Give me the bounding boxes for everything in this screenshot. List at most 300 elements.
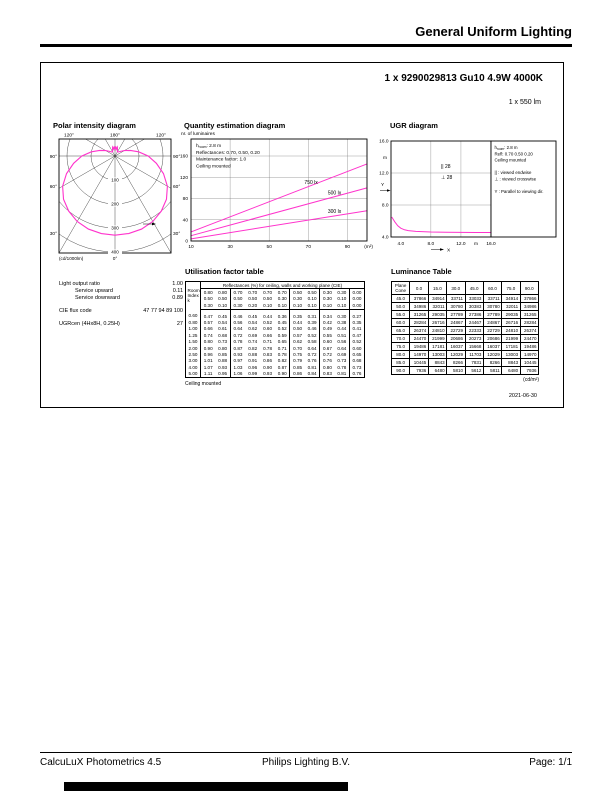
uf-cell: 0.00 — [350, 296, 365, 302]
uf-cell: 0.00 — [350, 289, 365, 296]
luminance-cell: 24467 — [465, 319, 483, 327]
uf-cell: 0.45 — [248, 313, 258, 319]
luminance-row — [392, 367, 539, 375]
luminance-cell: 20273 — [465, 335, 483, 343]
svg-text:10: 10 — [188, 245, 194, 250]
uf-cell: 0.69 — [248, 332, 258, 338]
uf-cell: 2.00 — [188, 345, 198, 351]
uf-cell: 0.82 — [248, 345, 258, 351]
product-title: 1 x 9290029813 Gu10 4.9W 4000K — [384, 73, 543, 84]
luminance-cell: 32011 — [428, 303, 446, 311]
uf-cell: 0.10 — [305, 302, 320, 309]
uf-cell: 1.06 — [230, 370, 245, 377]
svg-text:160: 160 — [179, 154, 188, 160]
uf-cell: 0.64 — [307, 345, 317, 351]
svg-text:4.0: 4.0 — [397, 242, 405, 247]
uf-cell: 0.52 — [307, 332, 317, 338]
uf-cell: 0.52 — [263, 319, 273, 325]
uf-cell: 0.95 — [218, 371, 228, 377]
footer-rule — [40, 752, 572, 753]
luminance-cell: 33711 — [447, 295, 465, 303]
uf-cell: Reflectances (%) for ceiling, walls and working plane (CIE) — [201, 282, 365, 289]
uf-cell: 0.80 — [201, 339, 216, 345]
footer-app-name: CalcuLuX Photometrics 4.5 — [40, 757, 162, 768]
uf-cell: 0.34 — [320, 309, 335, 319]
luminance-row — [392, 327, 539, 335]
footer-page-number: Page: 1/1 — [529, 757, 572, 768]
luminance-cell: 24470 — [410, 335, 428, 343]
uf-cell: 0.50 — [263, 296, 273, 302]
uf-cell: 0.60 — [350, 345, 365, 351]
uf-cell: 0.80 — [188, 319, 198, 325]
svg-text:60°: 60° — [49, 185, 57, 190]
photometric-value: 0.89 — [172, 295, 183, 301]
svg-text:nr. of luminaires: nr. of luminaires — [181, 132, 215, 137]
uf-cell: 0.10 — [275, 302, 290, 309]
luminance-row — [392, 335, 539, 343]
luminance-cell: 85.0 — [392, 359, 410, 367]
luminance-cell: 20686 — [483, 335, 501, 343]
photometric-value: 27 — [176, 321, 183, 327]
luminance-cell: Plane Cone — [392, 282, 410, 295]
luminance-cell: 27789 — [447, 311, 465, 319]
svg-text:70: 70 — [305, 245, 312, 250]
photometric-row — [59, 295, 183, 302]
luminance-row — [392, 351, 539, 359]
uf-cell: 0.66 — [263, 332, 273, 338]
luminance-table-title: Luminance Table — [391, 267, 452, 276]
luminance-cell: 34986 — [410, 303, 428, 311]
luminance-cell: 17181 — [428, 343, 446, 351]
luminance-cell: 30.0 — [447, 282, 465, 295]
uf-cell: 0.10 — [215, 302, 230, 309]
uf-cell: 0.00 — [350, 302, 365, 309]
svg-text:12.0: 12.0 — [379, 171, 389, 177]
uf-cell: 0.45 — [218, 313, 228, 319]
uf-cell: 0.10 — [260, 302, 275, 309]
uf-cell: 0.86 — [290, 370, 305, 377]
uf-cell: 0.80 — [320, 364, 335, 370]
uf-cell: 0.73 — [350, 364, 365, 370]
uf-cell: 0.70 — [263, 289, 273, 295]
uf-cell: 0.50 — [230, 296, 245, 302]
uf-cell: 0.50 — [201, 296, 216, 302]
uf-cell: 0.87 — [230, 345, 245, 351]
uf-cell: 2.50 — [188, 351, 198, 357]
uf-cell: 0.84 — [307, 371, 317, 377]
svg-text:8.0: 8.0 — [427, 242, 435, 247]
uf-cell: 0.78 — [277, 351, 287, 357]
luminance-cell: 50.0 — [392, 303, 410, 311]
uf-cell: 0.70 — [290, 345, 305, 351]
uf-cell: 0.64 — [230, 326, 245, 332]
svg-text:4.0: 4.0 — [381, 235, 389, 241]
uf-cell: 0.70 — [248, 289, 258, 295]
svg-text:(cd/1000lm): (cd/1000lm) — [59, 256, 84, 261]
luminance-cell: 8843 — [428, 359, 446, 367]
luminance-cell: 45.0 — [392, 295, 410, 303]
svg-text:⊥ 28: ⊥ 28 — [441, 175, 453, 181]
svg-text:100: 100 — [111, 177, 119, 183]
uf-cell: 0.30 — [230, 302, 245, 309]
photometric-value: 1.00 — [172, 281, 183, 287]
uf-cell: 0.50 — [290, 289, 305, 296]
uf-cell: 0.60 — [263, 326, 273, 332]
luminance-cell: 32011 — [502, 303, 520, 311]
svg-text:hroom: 2.8 m: $h_{room}$: 2.8 m — [196, 144, 222, 149]
footer-company: Philips Lighting B.V. — [261, 757, 351, 768]
uf-cell: 0.76 — [320, 358, 335, 364]
photometric-label: CIE flux code — [59, 308, 92, 314]
svg-text:Maintenance factor: 1.0: Maintenance factor: 1.0 — [196, 157, 247, 163]
svg-text:90: 90 — [344, 245, 351, 250]
svg-text:30°: 30° — [173, 232, 181, 237]
uf-cell: 0.72 — [307, 351, 317, 357]
luminance-cell: 33033 — [465, 295, 483, 303]
utilisation-factor-section — [185, 267, 369, 387]
uf-cell: 0.61 — [218, 326, 228, 332]
uf-cell: 0.39 — [307, 319, 317, 325]
uf-cell: 1.01 — [201, 358, 216, 364]
luminance-cell: 6480 — [428, 367, 446, 375]
uf-cell: 0.88 — [248, 351, 258, 357]
uf-cell: 0.85 — [218, 351, 228, 357]
luminance-cell: 90.0 — [520, 282, 538, 295]
utilisation-table-title: Utilisation factor table — [185, 267, 264, 276]
uf-cell: 0.93 — [218, 364, 228, 370]
svg-text:60°: 60° — [173, 185, 181, 190]
uf-cell: 0.42 — [320, 319, 335, 325]
luminance-cell: 60.0 — [392, 319, 410, 327]
svg-text:80: 80 — [182, 197, 188, 203]
uf-cell: 0.41 — [350, 326, 365, 332]
luminance-cell: 60.0 — [483, 282, 501, 295]
uf-cell: 0.71 — [277, 345, 287, 351]
luminance-cell: 7936 — [520, 367, 538, 375]
svg-text:90°: 90° — [173, 155, 181, 160]
uf-cell: 0.47 — [350, 332, 365, 338]
uf-cell: 0.70 — [230, 289, 245, 296]
photometric-label: Service upward — [75, 288, 113, 294]
uf-cell: 0.46 — [230, 309, 245, 319]
luminaire-data-box — [40, 62, 564, 408]
svg-text:750 lx: 750 lx — [304, 180, 318, 187]
luminance-cell: 15.0 — [428, 282, 446, 295]
uf-cell: 0.96 — [201, 351, 216, 357]
luminance-cell: 29035 — [428, 311, 446, 319]
svg-text:Y : Parallel to viewing dir.: Y : Parallel to viewing dir. — [494, 189, 544, 195]
header-rule — [40, 44, 572, 47]
uf-cell: 0.35 — [290, 309, 305, 319]
uf-cell: 0.56 — [337, 339, 347, 345]
luminance-cell: 37866 — [520, 295, 538, 303]
svg-text:30°: 30° — [49, 232, 57, 237]
photometric-row — [59, 308, 183, 315]
luminance-cell: 30780 — [447, 303, 465, 311]
ugr-chart — [379, 129, 565, 255]
luminance-cell: 16037 — [483, 343, 501, 351]
luminance-cell: 11703 — [465, 351, 483, 359]
luminance-cell: 19486 — [520, 343, 538, 351]
luminance-row — [392, 359, 539, 367]
luminance-row — [392, 303, 539, 311]
quantity-estimation-chart — [177, 129, 373, 255]
ugr-diagram-title: UGR diagram — [390, 121, 438, 130]
svg-text:90°: 90° — [49, 155, 57, 160]
uf-cell: 0.81 — [307, 364, 317, 370]
uf-cell: 0.74 — [248, 339, 258, 345]
luminance-cell: 13003 — [502, 351, 520, 359]
luminance-cell: 14970 — [520, 351, 538, 359]
luminance-cell: 21999 — [428, 335, 446, 343]
uf-cell: 0.52 — [350, 339, 365, 345]
uf-cell: 0.35 — [350, 319, 365, 325]
svg-text:50: 50 — [266, 245, 272, 250]
uf-cell: 0.97 — [230, 358, 245, 364]
uf-cell: 0.59 — [277, 332, 287, 338]
photometric-row — [59, 281, 183, 288]
luminance-cell: 8843 — [502, 359, 520, 367]
uf-cell: 0.69 — [337, 351, 347, 357]
svg-text:Reflectances: 0.70, 0.50, 0.2: Reflectances: 0.70, 0.50, 0.20 — [196, 150, 260, 156]
luminance-cell: 10445 — [410, 359, 428, 367]
svg-text:Ceiling mounted: Ceiling mounted — [196, 164, 231, 170]
luminance-cell: 0.0 — [410, 282, 428, 295]
uf-cell: 0.38 — [337, 319, 347, 325]
luminance-cell: 34914 — [502, 295, 520, 303]
luminance-cell: 10445 — [520, 359, 538, 367]
uf-cell: 0.30 — [290, 296, 305, 302]
uf-cell: 0.78 — [263, 345, 273, 351]
uf-cell: 0.10 — [307, 296, 317, 302]
bottom-bar — [64, 782, 348, 791]
uf-cell: 0.50 — [248, 296, 258, 302]
uf-cell: 0.49 — [320, 326, 335, 332]
uf-cell: 0.50 — [307, 289, 317, 295]
luminance-cell: 5810 — [447, 367, 465, 375]
svg-text:300: 300 — [111, 225, 119, 231]
luminance-cell: 8266 — [483, 359, 501, 367]
svg-text:(m²): (m²) — [364, 245, 373, 250]
luminance-cell: 6480 — [502, 367, 520, 375]
luminance-cell: 7831 — [465, 359, 483, 367]
luminance-cell: 26374 — [520, 327, 538, 335]
luminance-cell: 34986 — [520, 303, 538, 311]
uf-cell: 0.90 — [277, 371, 287, 377]
luminance-cell: 27789 — [483, 311, 501, 319]
uf-cell: 0.50 — [218, 296, 228, 302]
uf-cell: 0.90 — [201, 345, 216, 351]
uf-cell: 0.10 — [290, 302, 305, 309]
photometric-value: 0.11 — [172, 288, 183, 294]
svg-text:40: 40 — [182, 218, 188, 224]
product-flux: 1 x 550 lm — [508, 99, 541, 106]
uf-cell: 0.44 — [337, 326, 347, 332]
luminance-cell: 5811 — [483, 367, 501, 375]
luminance-cell: 8266 — [447, 359, 465, 367]
svg-text:500 lx: 500 lx — [327, 190, 342, 197]
svg-text:300 lx: 300 lx — [327, 208, 342, 215]
luminance-row — [392, 319, 539, 327]
uf-cell: 0.51 — [337, 332, 347, 338]
luminance-table — [391, 281, 543, 375]
uf-cell: 0.80 — [218, 345, 228, 351]
luminance-cell: 26374 — [410, 327, 428, 335]
svg-text:120°: 120° — [156, 133, 166, 139]
uf-cell: 0.55 — [320, 332, 335, 338]
luminance-cell: 12029 — [447, 351, 465, 359]
luminance-row — [392, 343, 539, 351]
luminance-cell: 26716 — [428, 319, 446, 327]
uf-cell: 1.00 — [188, 326, 198, 332]
luminance-cell: 65.0 — [392, 327, 410, 335]
uf-cell: 0.30 — [277, 296, 287, 302]
page-title: General Uniform Lighting — [415, 24, 572, 39]
uf-cell: 0.74 — [201, 332, 216, 338]
luminance-cell: 30383 — [465, 303, 483, 311]
uf-cell: 0.10 — [335, 302, 350, 309]
uf-cell: 1.11 — [201, 370, 216, 377]
photometric-value: 47 77 94 89 100 — [143, 308, 183, 314]
luminance-cell: 12029 — [483, 351, 501, 359]
uf-cell: 0.30 — [320, 289, 335, 296]
luminance-cell: 29035 — [502, 311, 520, 319]
uf-cell: 0.87 — [277, 364, 287, 370]
uf-cell: 0.82 — [277, 358, 287, 364]
uf-cell: 0.86 — [263, 358, 273, 364]
luminance-cell: 22729 — [447, 327, 465, 335]
uf-cell: 0.62 — [248, 326, 258, 332]
quantity-diagram-title: Quantity estimation diagram — [184, 121, 286, 130]
uf-cell: 0.76 — [307, 358, 317, 364]
luminance-cell: 31265 — [410, 311, 428, 319]
svg-text:m: m — [383, 156, 387, 161]
uf-cell: 0.73 — [218, 339, 228, 345]
luminance-row — [392, 311, 539, 319]
luminance-cell: 75.0 — [502, 282, 520, 295]
svg-text:m: m — [473, 242, 478, 247]
photometric-label: Light output ratio — [59, 281, 100, 287]
uf-cell: 0.76 — [350, 370, 365, 377]
uf-cell: 0.90 — [263, 364, 273, 370]
uf-cell: 0.31 — [307, 313, 317, 319]
photometric-label: Service downward — [75, 295, 120, 301]
uf-cell: 0.70 — [277, 289, 287, 295]
uf-cell: 0.72 — [230, 332, 245, 338]
uf-cell: 0.30 — [201, 302, 216, 309]
uf-cell: 0.50 — [290, 326, 305, 332]
luminance-cell: 7936 — [410, 367, 428, 375]
uf-cell: 1.50 — [188, 339, 198, 345]
svg-text:16.0: 16.0 — [379, 139, 389, 145]
uf-cell: 0.91 — [248, 358, 258, 364]
quantity-line-750lx — [191, 164, 367, 232]
utilisation-factor-table — [185, 281, 369, 378]
uf-cell: 0.75 — [290, 351, 305, 357]
luminance-cell: 80.0 — [392, 351, 410, 359]
luminance-cell: 19486 — [410, 343, 428, 351]
uf-cell: 0.64 — [337, 345, 347, 351]
luminance-cell: 22729 — [483, 327, 501, 335]
uf-cell: 1.03 — [230, 364, 245, 370]
uf-cell: 0.62 — [290, 339, 305, 345]
uf-cell: 0.57 — [290, 332, 305, 338]
svg-text:X: X — [447, 248, 451, 254]
uf-cell: 0.57 — [201, 319, 216, 325]
luminance-cell: 27386 — [465, 311, 483, 319]
uf-cell: 0.85 — [290, 364, 305, 370]
luminance-cell: 22333 — [465, 327, 483, 335]
uf-cell: 0.80 — [201, 289, 216, 296]
luminance-cell: 70.0 — [392, 335, 410, 343]
svg-text:200: 200 — [111, 201, 119, 207]
uf-cell: 0.88 — [218, 358, 228, 364]
svg-text:|| 28: || 28 — [441, 164, 451, 170]
luminance-cell: 17181 — [502, 343, 520, 351]
uf-cell: 0.30 — [337, 313, 347, 319]
luminance-cell: 30780 — [483, 303, 501, 311]
uf-cell: 0.78 — [337, 364, 347, 370]
luminance-cell: 28284 — [520, 319, 538, 327]
uf-row — [186, 309, 365, 319]
uf-cell: 0.78 — [230, 339, 245, 345]
uf-cell: 0.96 — [248, 364, 258, 370]
uf-cell: 0.93 — [230, 351, 245, 357]
uf-cell: 0.46 — [307, 326, 317, 332]
svg-text:16.0: 16.0 — [486, 242, 496, 247]
luminance-cell: 28284 — [410, 319, 428, 327]
luminance-cell: 24867 — [447, 319, 465, 327]
uf-cell: 0.56 — [230, 319, 245, 325]
uf-cell: 0.68 — [350, 358, 365, 364]
utilisation-footnote: Ceiling mounted — [185, 380, 222, 387]
uf-cell: 0.10 — [337, 296, 347, 302]
svg-text:120°: 120° — [64, 133, 74, 139]
uf-cell: Room Index k — [186, 282, 201, 310]
uf-cell: 0.65 — [350, 351, 365, 357]
luminance-cell: 5612 — [465, 367, 483, 375]
luminance-cell: 14970 — [410, 351, 428, 359]
uf-cell: 0.99 — [248, 371, 258, 377]
uf-cell: 0.68 — [218, 332, 228, 338]
uf-cell: 5.00 — [188, 371, 198, 377]
svg-text:30: 30 — [227, 245, 233, 250]
photometric-row — [59, 321, 183, 328]
uf-cell: 0.81 — [337, 371, 347, 377]
uf-cell: 0.72 — [320, 351, 335, 357]
report-date: 2021-06-30 — [508, 393, 537, 399]
svg-text:12.0: 12.0 — [456, 242, 466, 247]
svg-text:180°: 180° — [110, 133, 120, 139]
luminance-cell: 33711 — [483, 295, 501, 303]
uf-cell: 0.80 — [218, 289, 228, 295]
uf-cell: 0.47 — [201, 309, 216, 319]
uf-cell: 0.30 — [320, 296, 335, 302]
uf-cell: 0.54 — [248, 319, 258, 325]
uf-cell: 0.71 — [263, 339, 273, 345]
uf-cell: 0.20 — [245, 302, 260, 309]
luminance-cell: 90.0 — [392, 367, 410, 375]
luminance-cell: 15668 — [465, 343, 483, 351]
svg-text:Y: Y — [381, 183, 385, 188]
luminance-unit: (cd/m²) — [523, 377, 539, 383]
luminance-cell: 24867 — [483, 319, 501, 327]
luminance-cell: 13003 — [428, 351, 446, 359]
luminance-row — [392, 295, 539, 303]
uf-cell: 0.79 — [290, 358, 305, 364]
svg-text:8.0: 8.0 — [381, 203, 389, 209]
uf-cell: 0.83 — [320, 370, 335, 377]
